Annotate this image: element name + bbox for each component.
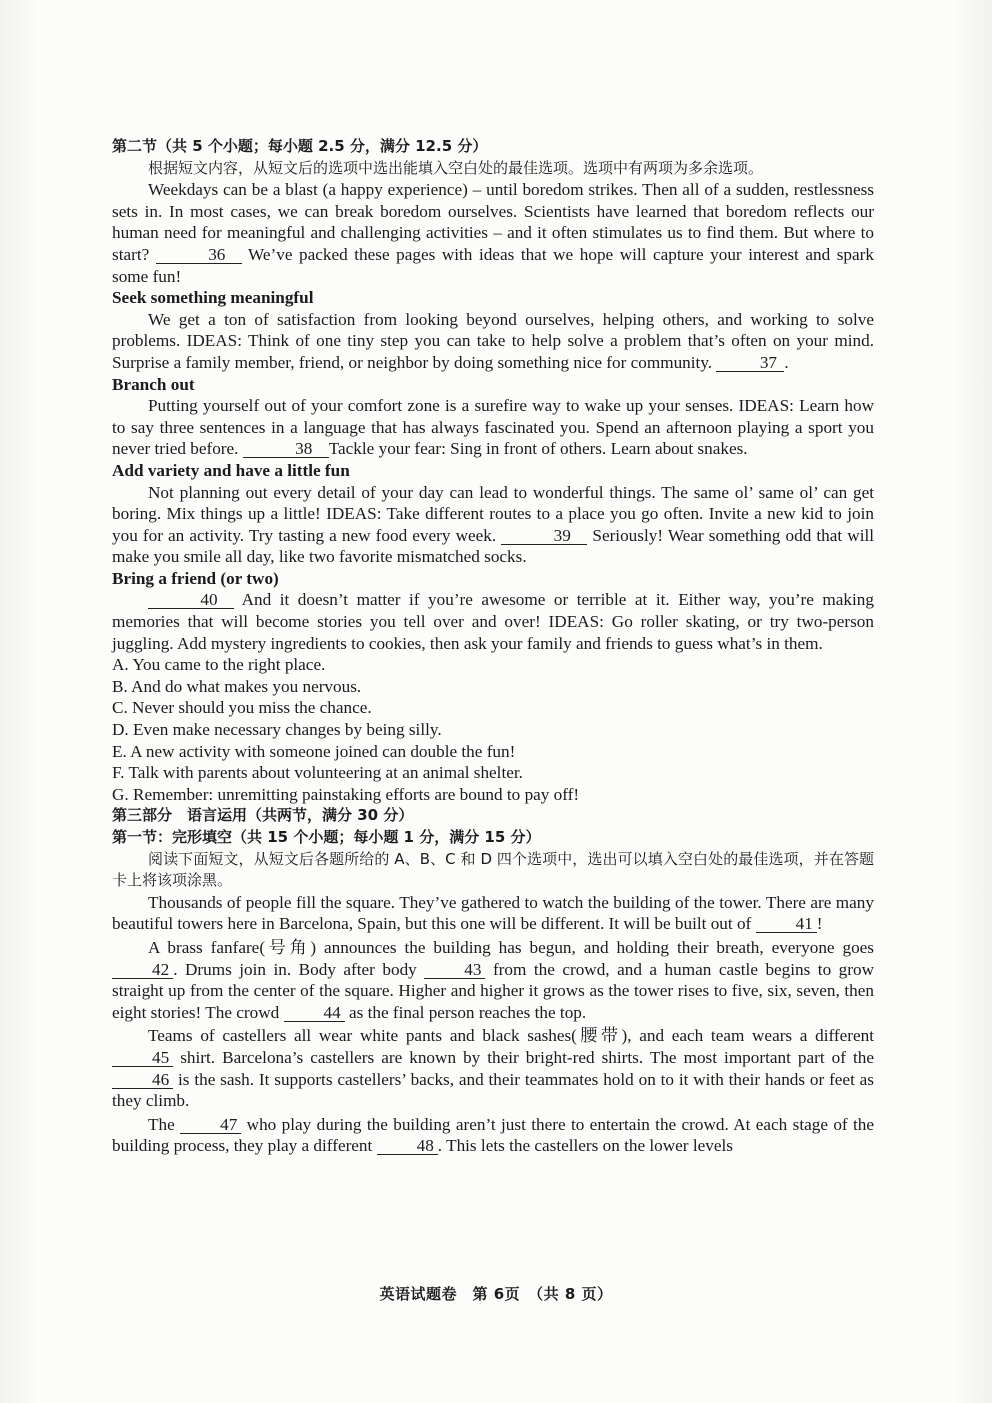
section2-instruction: 根据短文内容，从短文后的选项中选出能填入空白处的最佳选项。选项中有两项为多余选项。 — [148, 158, 764, 177]
intro-text-b: We’ve packed these pages with ideas that we hope will capture your interest and spark some fun! — [112, 244, 874, 286]
cloze-paragraph-1 — [112, 892, 874, 935]
branch-text-a: Putting yourself out of your comfort zone is a surefire way to wake up your senses. IDEAS: Learn how to say three sentences in a language that has always fascinated you. Spend an afternoon playing a sport you never tried before. — [112, 396, 874, 459]
blank-47: 47 — [180, 1116, 241, 1134]
heading-add-variety: Add variety and have a little fun — [112, 460, 350, 480]
part3-title: 第三部分 语言运用（共两节，满分 30 分） — [112, 806, 414, 825]
cloze2-text-b: . Drums join in. Body after body — [173, 959, 417, 979]
cloze3-text-c: is the sash. It supports castellers’ backs, and their teammates hold on to it with their hands or feet as they climb. — [112, 1069, 874, 1111]
cloze2-text-d: as the final person reaches the top. — [349, 1002, 587, 1022]
variety-text-b: Seriously! Wear something odd that will make you smile all day, like two favorite mismatched socks. — [112, 525, 875, 567]
meaningful-text: We get a ton of satisfaction from looking beyond ourselves, helping others, and working to solve problems. IDEAS: Think of one tiny step you can take to help solve a problem that’s often on your mind. Surprise a family member, friend, or neighbor by doing something nice for community. — [112, 309, 874, 372]
blank-36: 36 — [156, 246, 242, 264]
option-b: B. And do what makes you nervous. — [112, 676, 362, 696]
cloze1-text-b: ! — [816, 914, 823, 934]
blank-42: 42 — [112, 961, 173, 979]
option-g: G. Remember: unremitting painstaking efforts are bound to pay off! — [112, 784, 580, 804]
cloze1-text-a: Thousands of people fill the square. They’ve gathered to watch the building of the tower. There are many beautiful towers here in Barcelona, Spain, but this one will be different. It will be built out of — [112, 892, 874, 934]
paragraph-variety — [112, 482, 874, 568]
option-e: E. A new activity with someone joined can double the fun! — [112, 741, 516, 761]
blank-45: 45 — [112, 1049, 173, 1067]
cloze-paragraph-2 — [112, 937, 874, 1023]
option-c: C. Never should you miss the chance. — [112, 698, 372, 718]
blank-39: 39 — [501, 527, 587, 545]
cloze4-text-a: The — [148, 1114, 175, 1134]
options-list — [112, 654, 874, 805]
blank-43: 43 — [424, 961, 485, 979]
cloze3-text-b: shirt. Barcelona’s castellers are known by their bright-red shirts. The most important part of the — [180, 1047, 874, 1067]
section2-title: 第二节（共 5 个小题；每小题 2.5 分，满分 12.5 分） — [112, 137, 488, 155]
blank-46: 46 — [112, 1071, 173, 1089]
paragraph-branch-out — [112, 395, 874, 460]
page-footer: 英语试题卷 第 6页 （共 8 页） — [379, 1285, 613, 1303]
option-d: D. Even make necessary changes by being silly. — [112, 720, 442, 740]
paragraph-friend — [112, 589, 874, 654]
heading-seek-meaningful: Seek something meaningful — [112, 288, 314, 308]
cloze4-text-c: . This lets the castellers on the lower levels — [437, 1136, 733, 1156]
page-content — [112, 136, 874, 1157]
blank-44: 44 — [284, 1004, 345, 1022]
friend-text: And it doesn’t matter if you’re awesome or terrible at it. Either way, you’re making memories that will become stories you tell over and over! IDEAS: Go roller skating, or try two-person juggling. Add mystery ingredients to cookies, then ask your family and friends to guess what’s in them. — [112, 590, 874, 653]
intro-paragraph — [112, 179, 874, 287]
blank-38: 38 — [243, 440, 329, 458]
branch-text-b: Tackle your fear: Sing in front of others. Learn about snakes. — [328, 439, 748, 459]
intro-text-a: Weekdays can be a blast (a happy experience) – until boredom strikes. Then all of a sudden, restlessness sets in. In most cases, we can break boredom ourselves. Scientists have learned that boredom reflects our human need for meaningful and challenging activities – and it often stimulates us to find them. But where to start? — [112, 180, 874, 264]
option-a: A. You came to the right place. — [112, 655, 326, 675]
part3-instruction: 阅读下面短文，从短文后各题所给的 A、B、C 和 D 四个选项中，选出可以填入空白处的最佳选项，并在答题卡上将该项涂黑。 — [112, 849, 874, 890]
cloze2-text-a: A brass fanfare(号角) announces the building has begun, and holding their breath, everyone goes — [148, 937, 874, 957]
blank-41: 41 — [756, 915, 817, 933]
paragraph-meaningful: We get a ton of satisfaction from looking beyond ourselves, helping others, and working to solve problems. IDEAS: Think of one tiny step you can take to help solve a problem that’s often on your mind. Surprise a family member, friend, or neighbor by doing something nice for community. 37 . — [112, 309, 874, 372]
heading-bring-friend: Bring a friend (or two) — [112, 568, 279, 588]
cloze2-text-c: from the crowd, and a human castle begins to grow straight up from the center of the square. Higher and higher it grows as the tower rises to five, six, seven, then eight stories! The crowd — [112, 959, 874, 1022]
blank-48: 48 — [377, 1137, 438, 1155]
blank-40: 40 — [148, 591, 234, 609]
cloze3-text-a: Teams of castellers all wear white pants and black sashes(腰带), and each team wears a different — [148, 1026, 874, 1046]
cloze-paragraph-4 — [112, 1114, 874, 1157]
heading-branch-out: Branch out — [112, 374, 195, 394]
variety-text-a: Not planning out every detail of your day can lead to wonderful things. The same ol’ same ol’ can get boring. Mix things up a little! IDEAS: Take different routes to a place you go often. Invite a new kid to join you for an activity. Try tasting a new food every week. — [112, 482, 874, 545]
cloze-paragraph-3 — [112, 1025, 874, 1111]
blank-37: 37 — [716, 354, 784, 372]
cloze4-text-b: who play during the building aren’t just there to entertain the crowd. At each stage of the building process, they play a different — [112, 1114, 875, 1156]
part3-subtitle: 第一节：完形填空（共 15 个小题；每小题 1 分，满分 15 分） — [112, 828, 541, 846]
option-f: F. Talk with parents about volunteering at an animal shelter. — [112, 763, 523, 783]
